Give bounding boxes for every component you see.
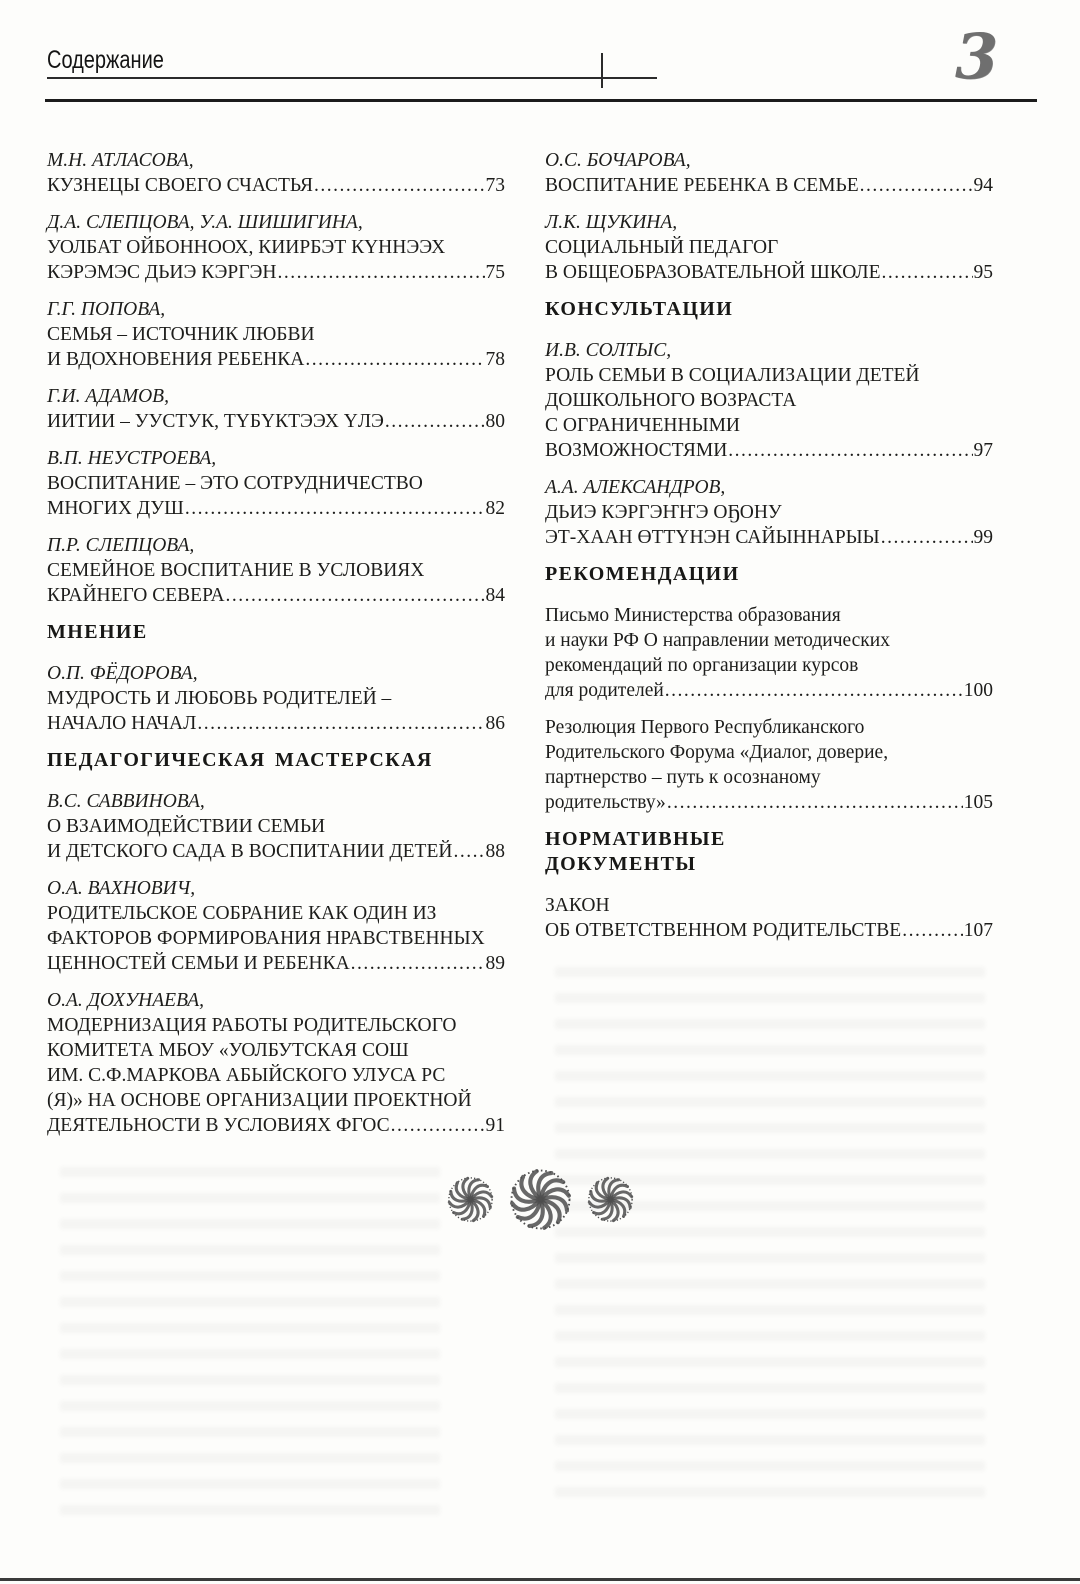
toc-entry [47, 789, 505, 864]
entry-last-line [545, 260, 993, 285]
entry-title-line: ЭТ-ХААН ӨТТҮНЭН САЙЫННАРЫЫ [545, 527, 880, 548]
entry-title-line: КЭРЭМЭС ДЬИЭ КЭРГЭН [47, 262, 277, 283]
entry-title-line: МОДЕРНИЗАЦИЯ РАБОТЫ РОДИТЕЛЬСКОГО [47, 1015, 457, 1036]
entry-title-line: КОМИТЕТА МБОУ «УОЛБУТСКАЯ СОШ [47, 1040, 409, 1061]
entry-last-line [545, 525, 993, 550]
toc-entry [47, 533, 505, 608]
section-heading-line: РЕКОМЕНДАЦИИ [545, 563, 740, 585]
entry-authors: А.А. АЛЕКСАНДРОВ, [545, 477, 726, 498]
entry-title-line: ДОШКОЛЬНОГО ВОЗРАСТА [545, 390, 797, 411]
entry-last-line [47, 583, 505, 608]
entry-title-line: ДЬИЭ КЭРГЭҤҤЭ ОҔОНУ [545, 502, 782, 523]
entry-last-line [545, 438, 993, 463]
entry-last-line [545, 918, 993, 943]
entry-authors: О.А. ВАХНОВИЧ, [47, 878, 196, 899]
entry-title-line: МУДРОСТЬ И ЛЮБОВЬ РОДИТЕЛЕЙ – [47, 688, 392, 709]
entry-title-line: ДЕЯТЕЛЬНОСТИ В УСЛОВИЯХ ФГОС [47, 1115, 390, 1136]
entry-authors: Г.И. АДАМОВ, [47, 386, 169, 407]
section-heading [47, 620, 505, 645]
header-rule [45, 99, 1037, 102]
leader-dots [728, 438, 972, 463]
entry-last-line [47, 409, 505, 434]
entry-last-line [545, 790, 993, 815]
entry-authors: В.П. НЕУСТРОЕВА, [47, 448, 217, 469]
entry-page-number: 86 [485, 713, 505, 734]
entry-title-line: НАЧАЛО НАЧАЛ [47, 713, 197, 734]
section-heading [545, 562, 993, 587]
entry-title-line: УОЛБАТ ОЙБОННООХ, КИИРБЭТ КҮННЭЭХ [47, 237, 446, 258]
entry-page-number: 100 [963, 680, 993, 701]
entry-title-line: ВОЗМОЖНОСТЯМИ [545, 440, 728, 461]
entry-title-line: ВОСПИТАНИЕ – ЭТО СОТРУДНИЧЕСТВО [47, 473, 423, 494]
toc-entry [545, 338, 993, 463]
leader-dots [453, 839, 484, 864]
toc-entry [47, 384, 505, 434]
entry-page-number: 105 [963, 792, 993, 813]
entry-authors: О.П. ФЁДОРОВА, [47, 663, 198, 684]
entry-page-number: 82 [485, 498, 505, 519]
toc-entry [47, 661, 505, 736]
entry-authors: Г.Г. ПОПОВА, [47, 299, 166, 320]
entry-title-line: рекомендаций по организации курсов [545, 655, 859, 676]
pinwheel-small-icon [447, 1176, 494, 1223]
leader-dots [185, 496, 485, 521]
entry-title-line: Письмо Министерства образования [545, 605, 841, 626]
entry-authors: О.С. БОЧАРОВА, [545, 150, 691, 171]
section-heading-line: ПЕДАГОГИЧЕСКАЯ МАСТЕРСКАЯ [47, 749, 433, 771]
toc-entry [47, 210, 505, 285]
entry-title-line: РОДИТЕЛЬСКОЕ СОБРАНИЕ КАК ОДИН ИЗ [47, 903, 437, 924]
entry-page-number: 99 [973, 527, 993, 548]
entry-authors: И.В. СОЛТЫС, [545, 340, 672, 361]
entry-authors: В.С. САВВИНОВА, [47, 791, 205, 812]
entry-title-line: В ОБЩЕОБРАЗОВАТЕЛЬНОЙ ШКОЛЕ [545, 262, 881, 283]
entry-page-number: 84 [485, 585, 505, 606]
entry-page-number: 97 [973, 440, 993, 461]
leader-dots [881, 525, 973, 550]
entry-authors: Д.А. СЛЕПЦОВА, У.А. ШИШИГИНА, [47, 212, 363, 233]
entry-page-number: 75 [485, 262, 505, 283]
leader-dots [226, 583, 485, 608]
entry-title-line: РОЛЬ СЕМЬИ В СОЦИАЛИЗАЦИИ ДЕТЕЙ [545, 365, 920, 386]
entry-title-line: (Я)» НА ОСНОВЕ ОРГАНИЗАЦИИ ПРОЕКТНОЙ [47, 1090, 472, 1111]
leader-dots [197, 711, 484, 736]
entry-page-number: 91 [485, 1115, 505, 1136]
leader-dots [860, 173, 973, 198]
entry-title-line: ЦЕННОСТЕЙ СЕМЬИ И РЕБЕНКА [47, 953, 350, 974]
leader-dots [314, 173, 484, 198]
leader-dots [667, 790, 963, 815]
entry-last-line [47, 496, 505, 521]
bottom-rule [0, 1578, 1080, 1581]
section-heading [47, 748, 505, 773]
entry-last-line [47, 839, 505, 864]
entry-page-number: 89 [485, 953, 505, 974]
toc-entry [47, 297, 505, 372]
entry-title-line: родительству» [545, 792, 666, 813]
toc-entry [47, 446, 505, 521]
toc-entry [545, 148, 993, 198]
entry-page-number: 78 [485, 349, 505, 370]
entry-title-line: партнерство – путь к осознаному [545, 767, 821, 788]
entry-last-line [47, 1113, 505, 1138]
entry-title-line: ИИТИИ – УУСТУК, ТҮБҮКТЭЭХ ҮЛЭ [47, 411, 384, 432]
entry-last-line [545, 678, 993, 703]
entry-title-line: С ОГРАНИЧЕННЫМИ [545, 415, 741, 436]
entry-authors: М.Н. АТЛАСОВА, [47, 150, 194, 171]
entry-last-line [47, 951, 505, 976]
entry-page-number: 107 [963, 920, 993, 941]
entry-last-line [47, 347, 505, 372]
entry-title-line: и науки РФ О направлении методических [545, 630, 890, 651]
entry-last-line [545, 173, 993, 198]
entry-title-line: ЗАКОН [545, 895, 610, 916]
entry-page-number: 94 [973, 175, 993, 196]
entry-title-line: для родителей [545, 680, 664, 701]
toc-column-left [47, 148, 505, 1150]
entry-authors: О.А. ДОХУНАЕВА, [47, 990, 205, 1011]
pinwheel-small-icon [587, 1176, 634, 1223]
pinwheel-large-icon [509, 1168, 572, 1231]
entry-last-line [47, 260, 505, 285]
entry-title-line: ИМ. С.Ф.МАРКОВА АБЫЙСКОГО УЛУСА РС [47, 1065, 446, 1086]
section-heading-line: МНЕНИЕ [47, 621, 148, 643]
leader-dots [305, 347, 484, 372]
leader-dots [277, 260, 484, 285]
entry-title-line: ОБ ОТВЕТСТВЕННОМ РОДИТЕЛЬСТВЕ [545, 920, 902, 941]
entry-title-line: Родительского Форума «Диалог, доверие, [545, 742, 889, 763]
entry-page-number: 95 [973, 262, 993, 283]
entry-title-line: СЕМЕЙНОЕ ВОСПИТАНИЕ В УСЛОВИЯХ [47, 560, 425, 581]
entry-authors: Л.К. ЩУКИНА, [545, 212, 678, 233]
entry-page-number: 88 [485, 841, 505, 862]
toc-entry [47, 148, 505, 198]
leader-dots [385, 409, 485, 434]
entry-title-line: СЕМЬЯ – ИСТОЧНИК ЛЮБВИ [47, 324, 315, 345]
leader-dots [902, 918, 963, 943]
toc-entry [545, 210, 993, 285]
header-tick-mark [601, 53, 603, 88]
header-underline [47, 77, 657, 79]
entry-last-line [47, 711, 505, 736]
section-heading-line: НОРМАТИВНЫЕ [545, 828, 726, 850]
entry-page-number: 73 [485, 175, 505, 196]
entry-page-number: 80 [485, 411, 505, 432]
leader-dots [882, 260, 973, 285]
entry-title-line: СОЦИАЛЬНЫЙ ПЕДАГОГ [545, 237, 779, 258]
page-number: 3 [955, 20, 999, 93]
entry-last-line [47, 173, 505, 198]
toc-entry [545, 475, 993, 550]
entry-title-line: И ВДОХНОВЕНИЯ РЕБЕНКА [47, 349, 305, 370]
section-heading-line: КОНСУЛЬТАЦИИ [545, 298, 734, 320]
toc-entry [545, 603, 993, 703]
toc-entry [47, 876, 505, 976]
toc-column-right [545, 148, 993, 955]
entry-title-line: ВОСПИТАНИЕ РЕБЕНКА В СЕМЬЕ [545, 175, 859, 196]
entry-title-line: КУЗНЕЦЫ СВОЕГО СЧАСТЬЯ [47, 175, 314, 196]
section-heading [545, 297, 993, 322]
toc-entry [47, 988, 505, 1138]
ornament-row [0, 1168, 1080, 1231]
entry-title-line: Резолюция Первого Республиканского [545, 717, 865, 738]
entry-title-line: ФАКТОРОВ ФОРМИРОВАНИЯ НРАВСТВЕННЫХ [47, 928, 485, 949]
entry-title-line: И ДЕТСКОГО САДА В ВОСПИТАНИИ ДЕТЕЙ [47, 841, 453, 862]
entry-title-line: МНОГИХ ДУШ [47, 498, 184, 519]
toc-entry [545, 893, 993, 943]
entry-title-line: О ВЗАИМОДЕЙСТВИИ СЕМЬИ [47, 816, 326, 837]
entry-authors: П.Р. СЛЕПЦОВА, [47, 535, 195, 556]
toc-entry [545, 715, 993, 815]
leader-dots [665, 678, 963, 703]
leader-dots [391, 1113, 485, 1138]
entry-title-line: КРАЙНЕГО СЕВЕРА [47, 585, 225, 606]
leader-dots [351, 951, 485, 976]
section-heading [545, 827, 993, 877]
section-heading-line: ДОКУМЕНТЫ [545, 853, 697, 875]
page-title: Содержание [47, 46, 164, 74]
